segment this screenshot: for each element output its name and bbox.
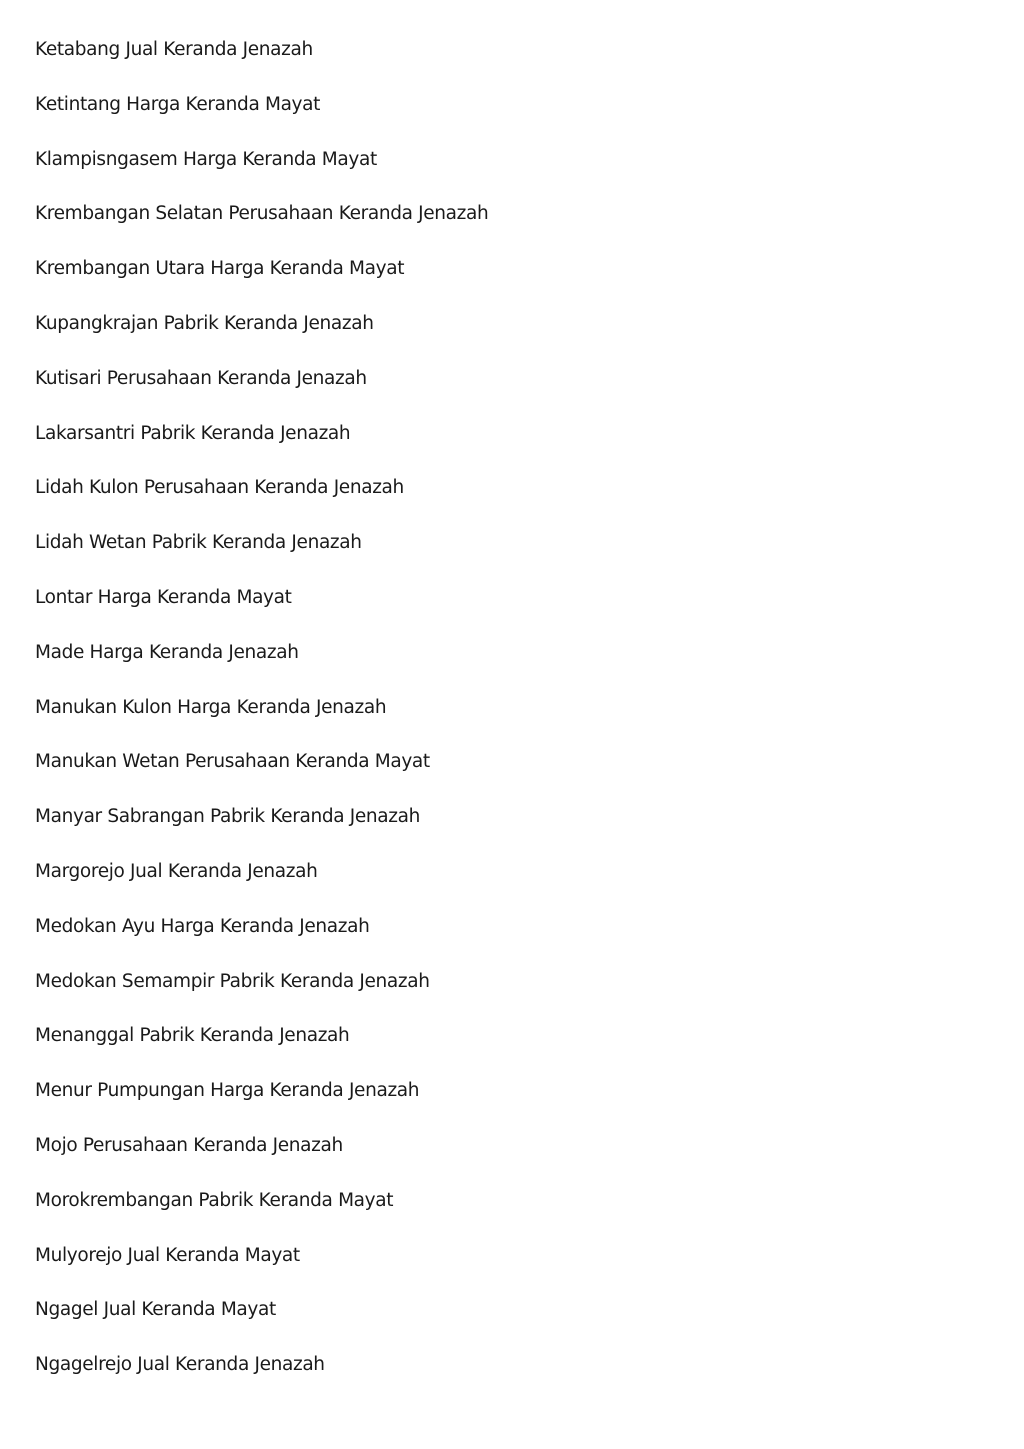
list-item: Mulyorejo Jual Keranda Mayat xyxy=(35,1244,300,1266)
list-item: Ketabang Jual Keranda Jenazah xyxy=(35,39,313,60)
list-item: Ngagelrejo Jual Keranda Jenazah xyxy=(35,1354,325,1376)
list-item: Made Harga Keranda Jenazah xyxy=(35,641,299,663)
list-item: Mojo Perusahaan Keranda Jenazah xyxy=(35,1134,343,1156)
list-item: Lidah Wetan Pabrik Keranda Jenazah xyxy=(35,532,362,554)
list-item: Medokan Semampir Pabrik Keranda Jenazah xyxy=(35,970,430,992)
list-item: Morokrembangan Pabrik Keranda Mayat xyxy=(35,1189,394,1211)
list-item: Krembangan Selatan Perusahaan Keranda Jenazah xyxy=(35,203,489,225)
list-item: Lontar Harga Keranda Mayat xyxy=(35,586,292,608)
list-item: Medokan Ayu Harga Keranda Jenazah xyxy=(35,915,370,937)
list-item: Lakarsantri Pabrik Keranda Jenazah xyxy=(35,422,351,444)
list-item: Margorejo Jual Keranda Jenazah xyxy=(35,860,318,882)
list-item: Manukan Wetan Perusahaan Keranda Mayat xyxy=(35,751,430,773)
list-item: Ketintang Harga Keranda Mayat xyxy=(35,93,321,115)
list-item: Klampisngasem Harga Keranda Mayat xyxy=(35,148,377,170)
list-item: Ngagel Jual Keranda Mayat xyxy=(35,1299,276,1321)
list-item: Manyar Sabrangan Pabrik Keranda Jenazah xyxy=(35,806,420,828)
list-item: Kutisari Perusahaan Keranda Jenazah xyxy=(35,367,367,389)
list-item: Menur Pumpungan Harga Keranda Jenazah xyxy=(35,1080,420,1102)
list-item: Lidah Kulon Perusahaan Keranda Jenazah xyxy=(35,477,404,499)
list-item: Krembangan Utara Harga Keranda Mayat xyxy=(35,258,405,280)
list-item: Manukan Kulon Harga Keranda Jenazah xyxy=(35,696,387,718)
list-item: Menanggal Pabrik Keranda Jenazah xyxy=(35,1025,350,1047)
list-item: Kupangkrajan Pabrik Keranda Jenazah xyxy=(35,312,374,334)
entry-list xyxy=(35,36,488,1406)
